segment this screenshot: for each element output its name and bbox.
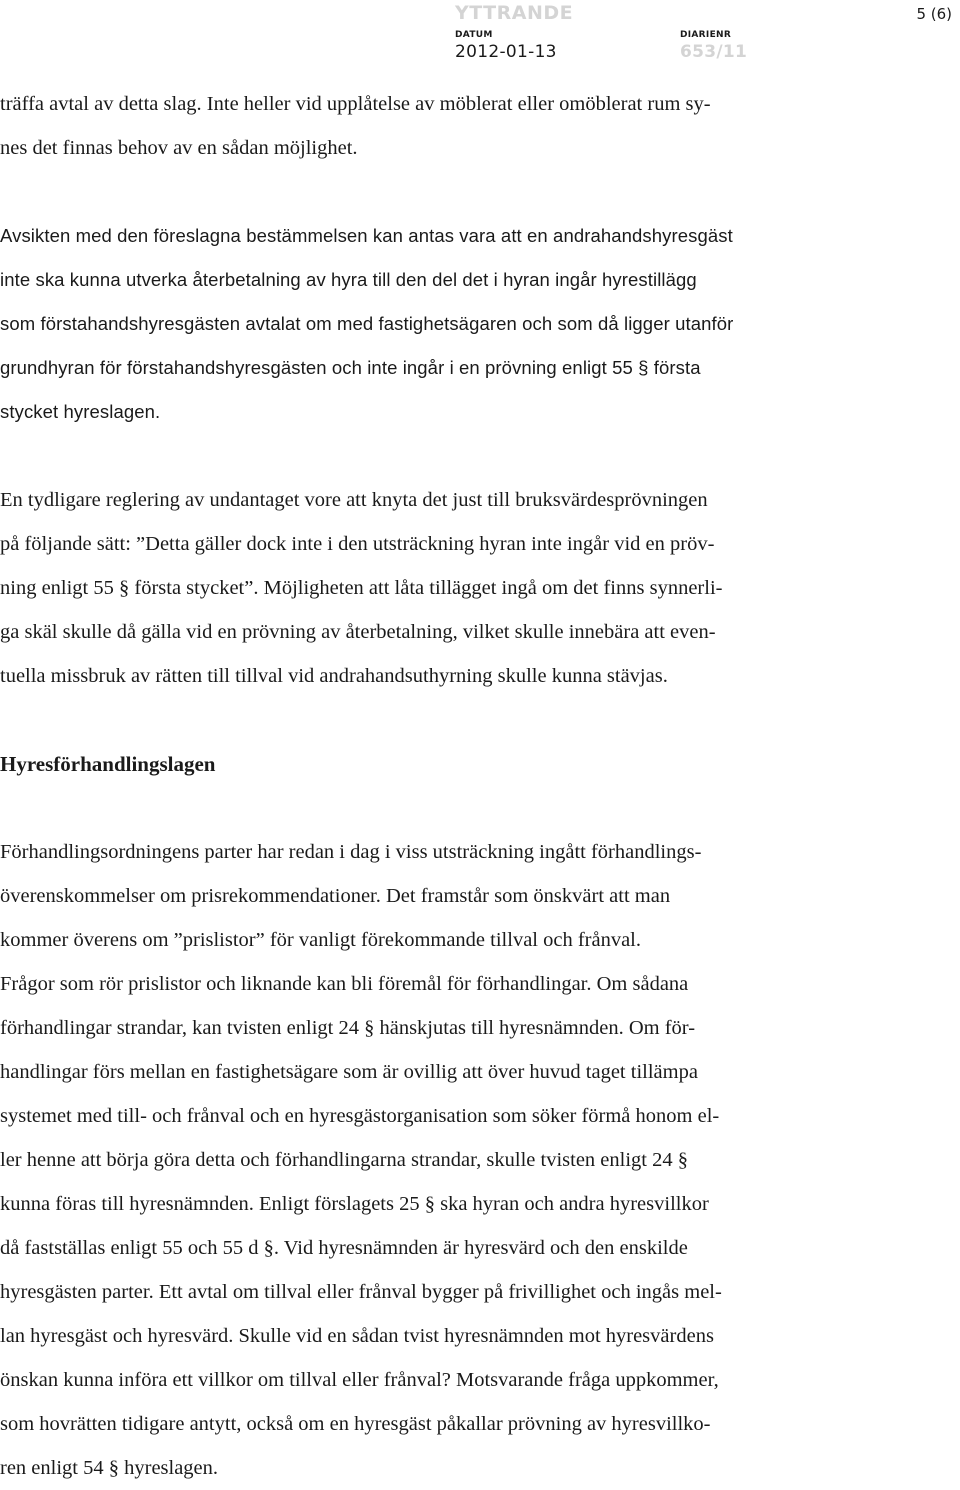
registration-number-label: DIARIENR	[680, 30, 732, 40]
document-header	[0, 0, 960, 70]
text-line: stycket hyreslagen.	[0, 401, 161, 422]
paragraph-1	[0, 82, 893, 170]
text-line: ren enligt 54 § hyreslagen.	[0, 1457, 219, 1479]
text-line: som förstahandshyresgästen avtalat om med fastighetsägaren och som då ligger utanför	[0, 313, 734, 334]
text-line: En tydligare reglering av undantaget vore att knyta det just till bruksvärdesprövningen	[0, 489, 708, 511]
text-line: lan hyresgäst och hyresvärd. Skulle vid en sådan tvist hyresnämnden mot hyresvärdens	[0, 1325, 714, 1347]
date-value: 2012-01-13	[455, 42, 557, 62]
paragraph-2	[0, 214, 893, 434]
document-body	[0, 82, 893, 1490]
text-line: nes det finnas behov av en sådan möjlighet.	[0, 137, 358, 159]
text-line: förhandlingar strandar, kan tvisten enligt 24 § hänskjutas till hyresnämnden. Om för-	[0, 1017, 696, 1039]
text-line: systemet med till- och frånval och en hyresgästorganisation som söker förmå honom el-	[0, 1105, 720, 1127]
text-line: tuella missbruk av rätten till tillval vid andrahandsuthyrning skulle kunna stävjas.	[0, 665, 668, 687]
text-line: önskan kunna införa ett villkor om tillval eller frånval? Motsvarande fråga uppkommer,	[0, 1369, 719, 1391]
text-line: då fastställas enligt 55 och 55 d §. Vid hyresnämnden är hyresvärd och den enskilde	[0, 1237, 688, 1259]
section-heading: Hyresförhandlingslagen	[0, 752, 216, 776]
paragraph-3	[0, 478, 893, 698]
text-line: hyresgästen parter. Ett avtal om tillval eller frånval bygger på frivillighet och ingås mel-	[0, 1281, 722, 1303]
text-line: som hovrätten tidigare antytt, också om en hyresgäst påkallar prövning av hyresvillko-	[0, 1413, 711, 1435]
text-line: överenskommelser om prisrekommendationer. Det framstår som önskvärt att man	[0, 885, 671, 907]
text-line: ning enligt 55 § första stycket”. Möjligheten att låta tillägget ingå om det finns synnerli-	[0, 577, 723, 599]
text-line: på följande sätt: ”Detta gäller dock inte i den utsträckning hyran inte ingår vid en pröv-	[0, 533, 715, 555]
text-line: handlingar förs mellan en fastighetsägare som är ovillig att över huvud taget tillämpa	[0, 1061, 698, 1083]
paragraph-4	[0, 830, 893, 1490]
text-line: kommer överens om ”prislistor” för vanligt förekommande tillval och frånval.	[0, 929, 642, 951]
text-line: ga skäl skulle då gälla vid en prövning av återbetalning, vilket skulle innebära att even-	[0, 621, 716, 643]
text-line: Frågor som rör prislistor och liknande kan bli föremål för förhandlingar. Om sådana	[0, 973, 689, 995]
page-number: 5 (6)	[916, 5, 952, 23]
text-line: grundhyran för förstahandshyresgästen och inte ingår i en prövning enligt 55 § första	[0, 357, 701, 378]
text-line: ler henne att börja göra detta och förhandlingarna strandar, skulle tvisten enligt 24 §	[0, 1149, 688, 1171]
text-line: kunna föras till hyresnämnden. Enligt förslagets 25 § ska hyran och andra hyresvillkor	[0, 1193, 709, 1215]
text-line: Avsikten med den föreslagna bestämmelsen kan antas vara att en andrahandshyresgäst	[0, 225, 733, 246]
document-type-title: YTTRANDE	[455, 2, 574, 24]
text-line: Förhandlingsordningens parter har redan i dag i viss utsträckning ingått förhandlings-	[0, 841, 702, 863]
text-line: inte ska kunna utverka återbetalning av hyra till den del det i hyran ingår hyrestillägg	[0, 269, 697, 290]
registration-number-value: 653/11	[680, 42, 748, 62]
text-line: träffa avtal av detta slag. Inte heller vid upplåtelse av möblerat eller omöblerat rum sy-	[0, 93, 711, 115]
date-label: DATUM	[455, 30, 493, 40]
